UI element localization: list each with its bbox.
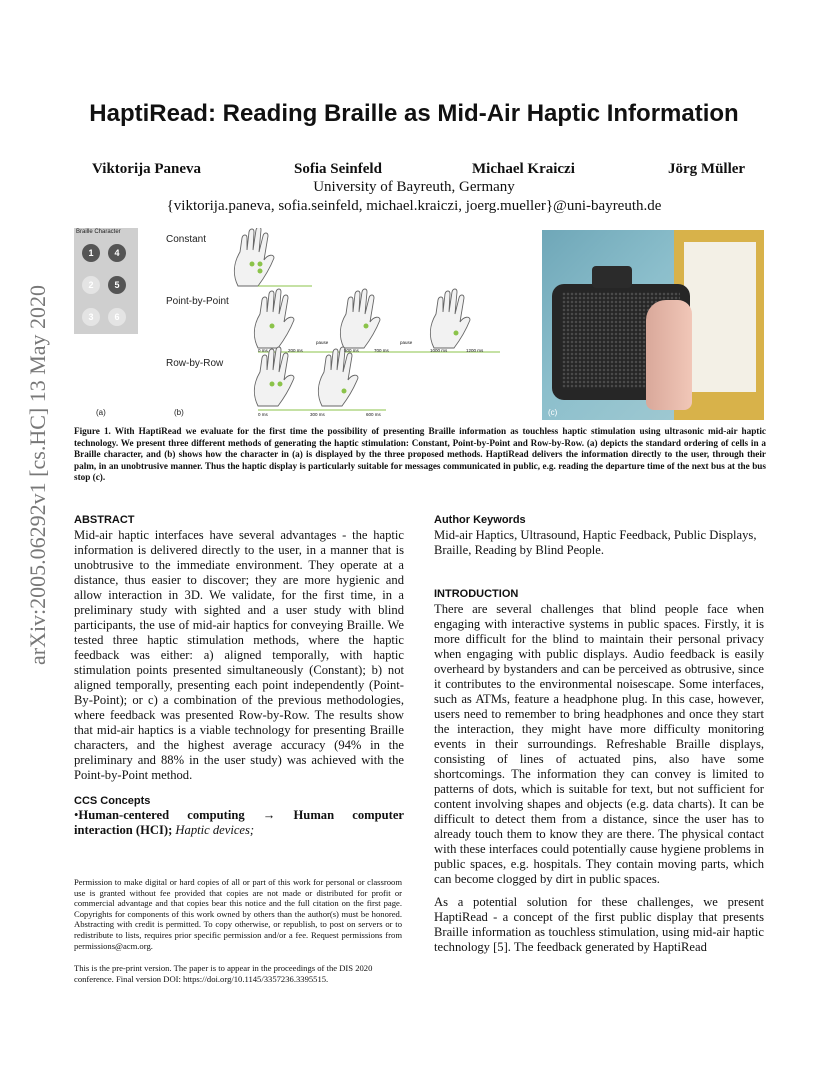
ccs-concepts	[74, 808, 404, 838]
introduction-paragraph-2: As a potential solution for these challenges, we present HaptiRead - a concept of the first public display that presents Braille information as touchless stimulation, using mid-air haptic technology [5]. The feedback generated by HaptiRead	[434, 895, 764, 954]
timetable-sheet	[684, 242, 756, 392]
hand-pp-3-icon	[430, 289, 470, 348]
braille-dot-3: 3	[82, 308, 100, 326]
arxiv-identifier: arXiv:2005.06292v1 [cs.HC] 13 May 2020	[25, 284, 50, 666]
panel-label-b: (b)	[174, 408, 184, 417]
hand-constant-icon	[234, 228, 274, 286]
paper-title: HaptiRead: Reading Braille as Mid-Air Haptic Information	[89, 100, 739, 127]
user-hand	[646, 300, 692, 410]
hand-pp-1-icon	[254, 289, 294, 348]
pp-pause-2: pause	[400, 340, 413, 345]
method-point-label: Point-by-Point	[166, 296, 229, 307]
rr-time-2: 600 ms	[366, 412, 381, 417]
abstract-text: Mid-air haptic interfaces have several advantages - the haptic information is delivered directly to the user, in a manner that is unobtrusive to the immediate environment. They operate at a distance, thus easier to discover; they are more hygienic and allow interaction in 3D. We validate, for the first time, in a preliminary study with sighted and a user study with blind participants, the use of mid-air haptics for conveying Braille. We tested three haptic stimulation methods, where the haptic feedback was either: a) aligned temporally, with haptic stimulation points presented simultaneously (Constant); b) not aligned temporally, presenting each point independently (Point-By-Point); or c) a combination of the previous methodologies, where feedback was presented Row-by-Row. The results show that mid-air haptics is a viable technology for presenting Braille characters, and the highest average accuracy (94% in the preliminary and 88% in the user study) was achieved with the Point-by-Point method.	[74, 528, 404, 782]
ccs-term-3: Haptic devices;	[172, 823, 255, 837]
braille-dot-6: 6	[108, 308, 126, 326]
permission-notice: Permission to make digital or hard copies of all or part of this work for personal or classroom use is granted without fee provided that copies are not made or distributed for profit or commercial advantage and that copies bear this notice and the full citation on the first page. Copyrights for components of this work owned by others than the author(s) must be honored. Abstracting with credit is permitted. To copy otherwise, or republish, to post on servers or to redistribute to lists, requires prior specific permission and/or a fee. Request permissions from permissions@acm.org.	[74, 877, 402, 951]
preprint-notice: This is the pre-print version. The paper is to appear in the proceedings of the DIS 2020 conference. Final version DOI: https://doi.org/10.1145/3357236.3395515.	[74, 963, 373, 984]
hand-rr-2-icon	[318, 347, 358, 406]
left-column	[74, 514, 404, 838]
pp-time-2: 500 ms	[344, 348, 359, 353]
introduction-heading: INTRODUCTION	[434, 588, 519, 600]
ccs-heading: CCS Concepts	[74, 795, 151, 807]
method-row-label: Row-by-Row	[166, 358, 224, 369]
method-constant-label: Constant	[166, 234, 207, 245]
rr-time-0: 0 ms	[258, 412, 268, 417]
ccs-term-1: Human-centered computing	[78, 808, 245, 822]
ccs-term-2: Human computer interaction (HCI);	[74, 808, 404, 837]
braille-dot-2: 2	[82, 276, 100, 294]
author-emails: {viktorija.paneva, sofia.seinfeld, michael.kraiczi, joerg.mueller}@uni-bayreuth.de	[166, 198, 662, 214]
pp-pause-1: pause	[316, 340, 329, 345]
braille-dot-5: 5	[108, 276, 126, 294]
pp-time-4: 1000 ms	[430, 348, 448, 353]
methods-illustration	[72, 228, 542, 422]
hand-pp-2-icon	[340, 289, 380, 348]
pp-time-1: 200 ms	[288, 348, 303, 353]
pp-time-3: 700 ms	[374, 348, 389, 353]
braille-dot-4: 4	[108, 244, 126, 262]
author-4: Jörg Müller	[668, 161, 746, 177]
keywords-heading: Author Keywords	[434, 514, 526, 526]
abstract-heading: ABSTRACT	[74, 514, 135, 526]
author-list	[92, 161, 752, 181]
rr-time-1: 300 ms	[310, 412, 325, 417]
device-sensor	[592, 266, 632, 288]
braille-title: Braille Character	[76, 229, 121, 235]
introduction-paragraph-1: There are several challenges that blind people face when engaging with interactive systems in public spaces. Firstly, it is more difficult for the blind to maintain their personal privacy when engaging with public displays. Audio feedback is easily overheard by bystanders and can be perceived as obtrusive, since it contributes to the environmental noisescape. Some interfaces, such as ATMs, feature a headphone plug. In this case, however, users need to remember to bring headphones and once they start the interaction, they might have more difficulty monitoring events in their surroundings. Refreshable Braille displays, consisting of lines of actuated pins, also have some shortcomings. The information they can convey is limited to patterns of dots, which is suitable for text, but not sufficient for content involving shapes and objects (e.g. data charts). It can be difficult to detect them from a distance, since the user has to already touch them to know they are there. The physical contact with these interfaces could potentially cause hygiene problems in public spaces, e.g. hospitals. They contain moving parts, which can become clogged by dirt in public spaces.	[434, 602, 764, 886]
author-1: Viktorija Paneva	[92, 161, 202, 177]
bus-stop-photo	[542, 230, 764, 420]
author-2: Sofia Seinfeld	[294, 161, 382, 177]
arxiv-sidebar	[18, 275, 58, 675]
ccs-arrow: →	[244, 808, 294, 822]
ccs-bullet: •	[74, 808, 79, 822]
author-3: Michael Kraiczi	[472, 161, 575, 177]
panel-label-a: (a)	[96, 408, 106, 417]
pp-time-5: 1200 ms	[466, 348, 484, 353]
affiliation: University of Bayreuth, Germany	[313, 179, 515, 195]
hand-rr-1-icon	[254, 347, 294, 406]
keywords-text: Mid-air Haptics, Ultrasound, Haptic Feedback, Public Displays, Braille, Reading by Blind People.	[434, 528, 757, 557]
right-column	[434, 514, 764, 955]
braille-dot-1: 1	[82, 244, 100, 262]
figure-caption: Figure 1. With HaptiRead we evaluate for the first time the possibility of presenting Braille information as touchless haptic stimulation using ultrasonic mid-air haptic technology. We present three different methods of generating the haptic stimulation: Constant, Point-by-Point and Row-by-Row. (a) depicts the standard ordering of cells in a Braille character, and (b) shows how the character in (a) is displayed by the three proposed methods. HaptiRead delivers the information directly to the user, through their palm, in an unobtrusive manner. Thus the haptic display is particularly suitable for messages communicated in public, e.g. reading the departure time of the next bus at the bus stop (c).	[74, 426, 766, 482]
panel-label-c: (c)	[548, 408, 558, 417]
pp-time-0: 0 ms	[258, 348, 268, 353]
